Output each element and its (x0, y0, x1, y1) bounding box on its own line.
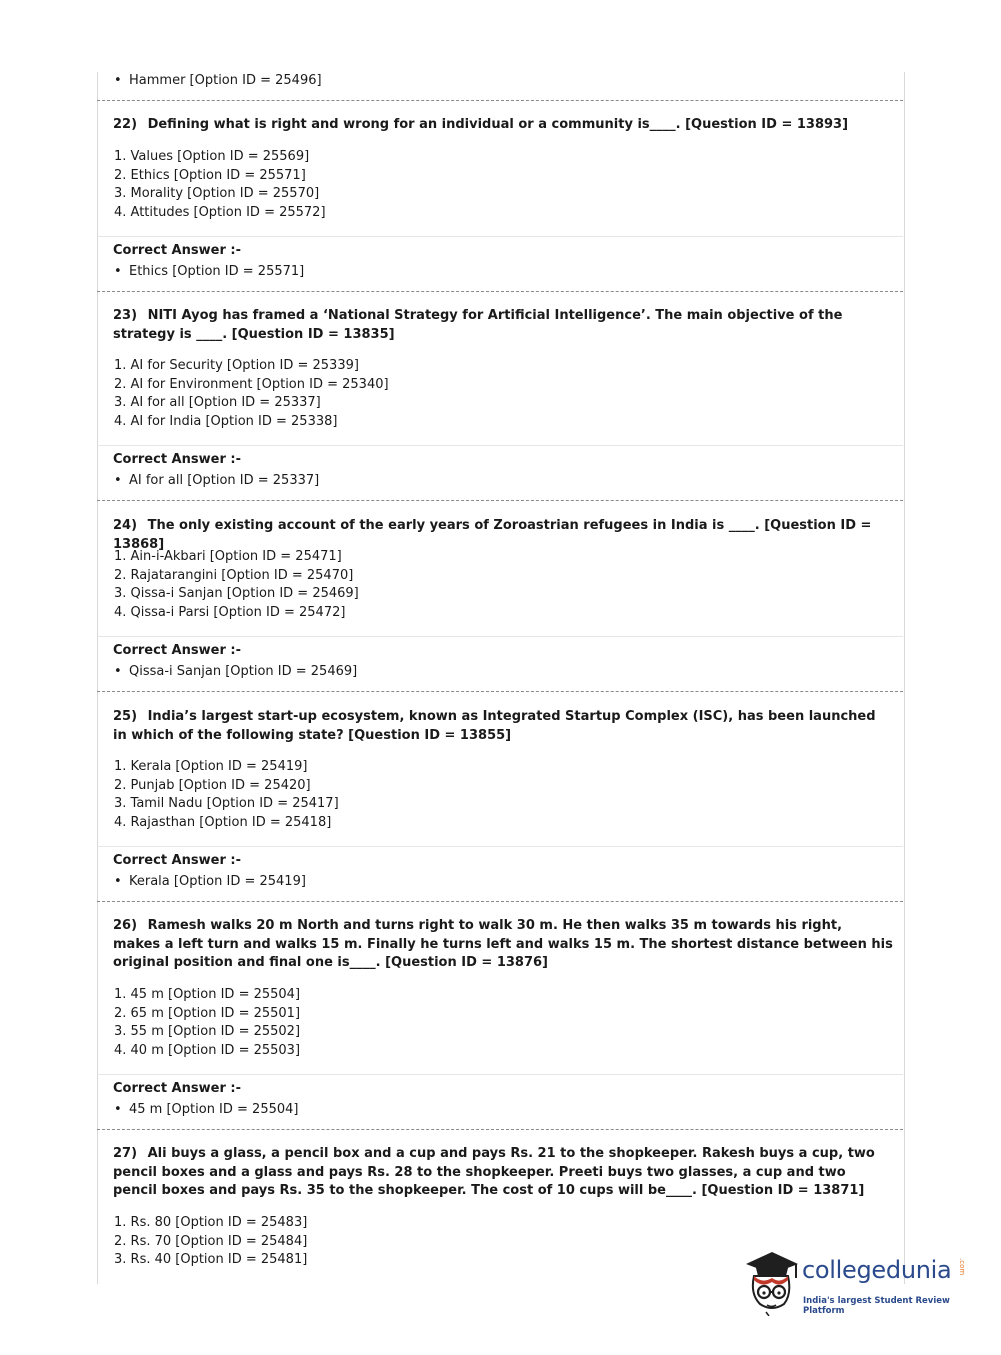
divider (97, 901, 903, 902)
option: 2. AI for Environment [Option ID = 25340] (114, 376, 389, 392)
divider (97, 1129, 903, 1130)
question-25-options (114, 758, 339, 832)
divider (97, 445, 903, 446)
correct-answer-label: Correct Answer :- (113, 243, 241, 258)
question-23-options (114, 357, 389, 431)
collegedunia-logo (742, 1250, 972, 1316)
divider (97, 500, 903, 501)
divider (97, 100, 903, 101)
correct-answer: • 45 m [Option ID = 25504] (114, 1102, 299, 1117)
option: 4. Attitudes [Option ID = 25572] (114, 204, 326, 220)
question-27-options (114, 1214, 307, 1270)
option: 3. Tamil Nadu [Option ID = 25417] (114, 796, 339, 811)
question-22-options (114, 148, 326, 222)
option: 3. AI for all [Option ID = 25337] (114, 395, 321, 410)
question-24: 24) The only existing account of the early years of Zoroastrian refugees in India is ____. [Question ID = 13868] (113, 518, 872, 552)
divider (97, 236, 903, 237)
option: 3. Morality [Option ID = 25570] (114, 186, 320, 201)
logo-tagline: India's largest Student Review Platform (803, 1296, 950, 1316)
correct-answer: • Kerala [Option ID = 25419] (114, 874, 306, 889)
option: 4. Rajasthan [Option ID = 25418] (114, 814, 332, 830)
correct-answer: • Ethics [Option ID = 25571] (114, 264, 305, 279)
divider (97, 846, 903, 847)
correct-answer-label: Correct Answer :- (113, 452, 241, 467)
mascot-icon (742, 1250, 802, 1316)
correct-answer-label: Correct Answer :- (113, 643, 241, 658)
question-27: 27) Ali buys a glass, a pencil box and a cup and pays Rs. 21 to the shopkeeper. Rakesh buys a cup, two pencil boxes and a glass and pays Rs. 28 to the shopkeeper. Preeti buys two glasses, a cup and two pencil boxes and pays Rs. 35 to the shopkeeper. The cost of 10 cups will be____. [Question ID = 13871] (113, 1146, 875, 1198)
option: 1. 45 m [Option ID = 25504] (114, 987, 301, 1002)
correct-answer: • Qissa-i Sanjan [Option ID = 25469] (114, 664, 358, 679)
option: 3. 55 m [Option ID = 25502] (114, 1024, 301, 1039)
question-25: 25) India’s largest start-up ecosystem, known as Integrated Startup Complex (ISC), has been launched in which of the following state? [Question ID = 13855] (113, 709, 876, 743)
divider (97, 291, 903, 292)
option: 3. Rs. 40 [Option ID = 25481] (114, 1252, 308, 1267)
correct-answer-label: Correct Answer :- (113, 1081, 241, 1096)
option: 4. AI for India [Option ID = 25338] (114, 413, 338, 429)
option: 4. Qissa-i Parsi [Option ID = 25472] (114, 604, 346, 620)
previous-answer: • Hammer [Option ID = 25496] (114, 73, 322, 88)
question-22: 22) Defining what is right and wrong for an individual or a community is____. [Question ID = 13893] (113, 117, 849, 132)
option: 1. Rs. 80 [Option ID = 25483] (114, 1215, 308, 1230)
divider (97, 691, 903, 692)
option: 1. AI for Security [Option ID = 25339] (114, 358, 359, 373)
option: 2. Punjab [Option ID = 25420] (114, 777, 311, 793)
divider (97, 1074, 903, 1075)
correct-answer-label: Correct Answer :- (113, 853, 241, 868)
divider (97, 636, 903, 637)
question-26-options (114, 986, 300, 1060)
option: 2. Ethics [Option ID = 25571] (114, 167, 306, 183)
question-23: 23) NITI Ayog has framed a ‘National Strategy for Artificial Intelligence’. The main objective of the strategy is ____. [Question ID = 13835] (113, 308, 843, 342)
correct-answer: • AI for all [Option ID = 25337] (114, 473, 320, 488)
option: 3. Qissa-i Sanjan [Option ID = 25469] (114, 586, 359, 601)
logo-domain: .com (958, 1258, 966, 1276)
option: 2. Rajatarangini [Option ID = 25470] (114, 567, 354, 583)
option: 1. Values [Option ID = 25569] (114, 149, 310, 164)
option: 1. Ain-i-Akbari [Option ID = 25471] (114, 549, 342, 564)
option: 4. 40 m [Option ID = 25503] (114, 1042, 301, 1058)
question-26: 26) Ramesh walks 20 m North and turns right to walk 30 m. He then walks 35 m towards his right, makes a left turn and walks 15 m. Finally he turns left and walks 15 m. The shortest distance between his original position and final one is____. [Question ID = 13876] (113, 918, 893, 970)
logo-wordmark: collegedunia (802, 1256, 952, 1284)
option: 2. Rs. 70 [Option ID = 25484] (114, 1233, 308, 1249)
question-24-options (114, 548, 359, 622)
option: 1. Kerala [Option ID = 25419] (114, 759, 308, 774)
option: 2. 65 m [Option ID = 25501] (114, 1005, 301, 1021)
